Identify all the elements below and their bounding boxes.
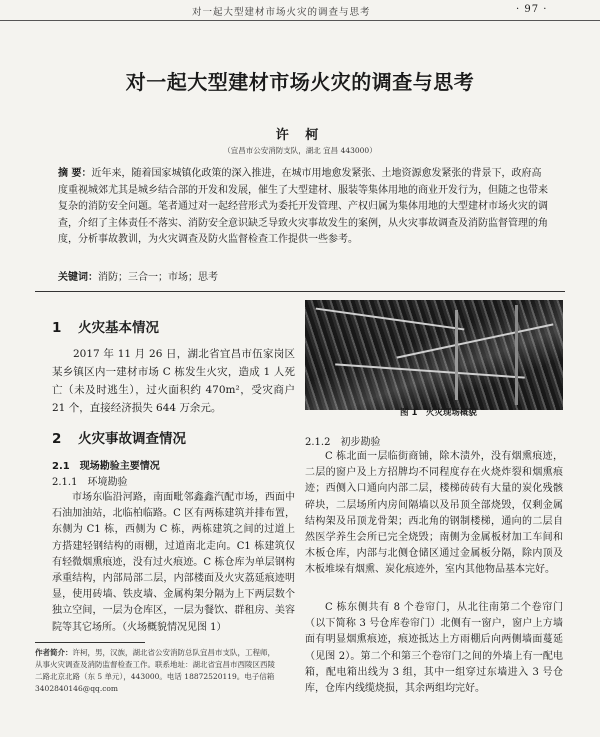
article-title: 对一起大型建材市场火灾的调查与思考: [125, 70, 475, 94]
author-name: 许 柯: [275, 128, 325, 143]
abstract: [58, 166, 550, 249]
subsection-2-1-1-paragraph: 市场东临沿河路，南面毗邻鑫鑫汽配市场，西面中石油加油站，北临柏临路。C 区有两栋建筑并排布置，东侧为 C1 栋，西侧为 C 栋，两栋建筑之间的过道上方搭建轻钢结构的雨棚，过道南北走向。C1 栋建筑仅有轻微烟熏痕迹，没有过火痕迹。C 栋仓库为单层钢构承重结构，内部局部二层，内部楼面及火灾荔延痕迹明显，使用砖墙、铁皮墙、金属构架分隔为上下两层数个独立空间，一层为仓库区，一层为餐饮、群租房、美容院等其它场所。（火场概貌情况见图 1）: [52, 492, 295, 633]
fire-scene-photo: [305, 300, 563, 410]
subsection-2-1-2-paragraph-2: C 栋东侧共有 8 个卷帘门，从北往南第二个卷帘门（以下简称 3 号仓库卷帘门）北侧有一窗户，窗户上方墙面有明显烟熏痕迹，痕迹抵达上方雨棚后向两侧墙面蔓延（见图 2）。第二个和第三个卷帘门之间的外墙上有一配电箱，配电箱出线为 3 组，其中一组穿过东墙进入 3 号仓库，仓库内线缆烧损，其余两组均完好。: [305, 602, 563, 695]
keywords: [58, 268, 218, 283]
footnote-label: 作者简介：: [35, 648, 73, 657]
figure-1-caption: 图 1 火灾现场概貌: [400, 408, 477, 418]
subsection-2-1-1-heading: 2.1.1 环境勘验: [52, 477, 128, 488]
section-1-heading: [52, 316, 159, 336]
subsection-2-1-2-paragraph-1: C 栋北面一层临街商铺，除木渍外，没有烟熏痕迹，二层的窗户及上方招牌均不同程度存在火烧炸裂和烟熏痕迹；西侧入口通向内部二层，楼梯砖砖有大量的炭化残骸碎块，二层场所内房间隔墙以及吊顶全部烧毁，仅剩金属结构架及吊顶龙骨架；西北角的钢制楼梯，通向的二层自然医学养生会所已完全烧毁；南侧为金属板材加工车间和木板仓库，内部与北侧仓储区通过金属板分隔，除内顶及木板堆垛有烟熏、炭化痕迹外，室内其他物品基本完好。: [305, 451, 563, 576]
author-affiliation: （宜昌市公安消防支队，湖北 宜昌 443000）: [223, 146, 377, 155]
section-1-title: 火灾基本情况: [78, 320, 159, 336]
section-2-heading: [52, 427, 186, 447]
section-1-number: 1: [52, 320, 62, 336]
keywords-label: 关键词：: [58, 272, 98, 283]
abstract-divider: [35, 291, 565, 292]
subsection-2-1-2-heading: 2.1.2 初步勘验: [305, 437, 381, 448]
keywords-text: 消防；三合一；市场；思考: [98, 272, 218, 283]
section-1-paragraph: 2017 年 11 月 26 日，湖北省宜昌市伍家岗区某乡镇区内一建材市场 C 栋发生火灾，造成 1 人死亡（未及时逃生），过火面积约 470m²，受灾商户 21 个，直接经济损失 644 万余元。: [52, 348, 295, 414]
author-footnote: [35, 647, 280, 695]
subsection-2-1-heading: 2.1 现场勘验主要情况: [52, 461, 160, 472]
running-title: 对一起大型建材市场火灾的调查与思考: [192, 7, 371, 18]
footnote-divider: [35, 642, 145, 643]
footnote-text: 许柯，男，汉族，湖北省公安消防总队宜昌市支队，工程师，从事火灾调查及消防监督检查工作。联系地址：湖北省宜昌市西陵区西陵二路北京北路（东 5 单元），443000。电话 18872520119。电子信箱 3402840146@qq.com: [35, 648, 275, 693]
section-2-title: 火灾事故调查情况: [78, 431, 186, 447]
page-number: · 97 ·: [516, 4, 548, 15]
abstract-text: 近年来，随着国家城镇化政策的深入推进，在城市用地愈发紧张、土地资源愈发紧张的背景下，政府高度重视城郊尤其是城乡结合部的开发和发展，催生了大型建材、服装等集体用地的商业开发行为，但随之也带来复杂的消防安全问题。笔者通过对一起经营形式为委托开发管理、产权归属为集体用地的大型建材市场火灾的调查，介绍了主体责任不落实、消防安全意识缺乏导致火灾事故发生的案例，从火灾事故调查及消防监督管理的角度，分析事故教训，为火灾调查及防火监督检查工作提供一些参考。: [58, 168, 548, 245]
abstract-label: 摘 要：: [58, 168, 92, 179]
section-2-number: 2: [52, 431, 62, 447]
